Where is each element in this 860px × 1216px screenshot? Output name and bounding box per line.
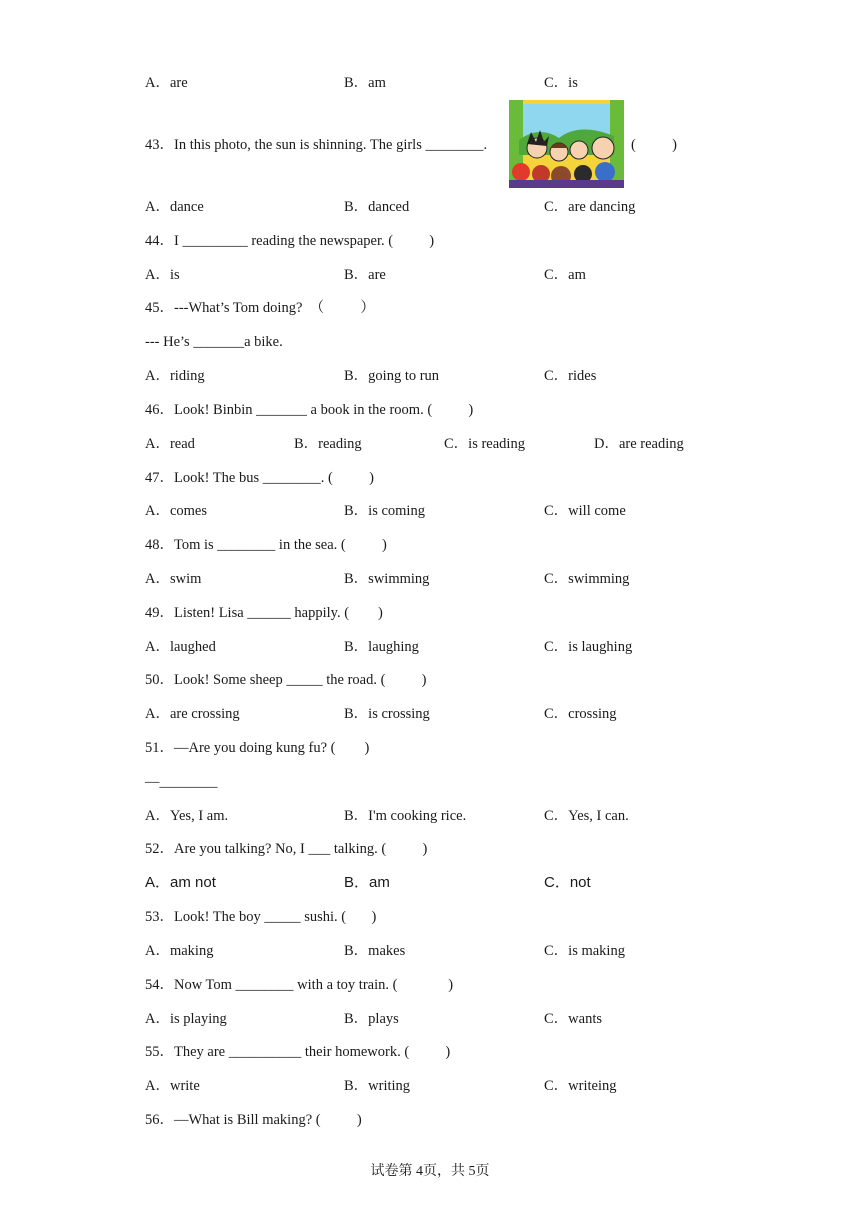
q49-option-b: B．laughing xyxy=(344,639,419,655)
q46-option-a: A．read xyxy=(145,436,195,452)
q45-option-c: C．rides xyxy=(544,368,597,384)
q46-option-c: C．is reading xyxy=(444,436,525,452)
q42-option-b: B．am xyxy=(344,75,386,91)
q49-option-c: C．is laughing xyxy=(544,639,633,655)
q48-option-c: C．swimming xyxy=(544,571,630,587)
q43-stem: 43．In this photo, the sun is shinning. The girls ________. xyxy=(145,137,488,153)
q43-option-a: A．dance xyxy=(145,199,204,215)
q48-option-b: B．swimming xyxy=(344,571,430,587)
q53-stem: 53．Look! The boy _____ sushi. ( ) xyxy=(145,909,377,925)
q45-sub: --- He’s _______a bike. xyxy=(145,334,283,350)
q54-option-c: C．wants xyxy=(544,1011,602,1027)
q44-option-c: C．am xyxy=(544,267,586,283)
q54-option-b: B．plays xyxy=(344,1011,399,1027)
q53-option-a: A．making xyxy=(145,943,214,959)
q44-option-a: A．is xyxy=(145,267,180,283)
q46-option-b: B．reading xyxy=(294,436,362,452)
q53-option-b: B．makes xyxy=(344,943,406,959)
q51-stem: 51．—Are you doing kung fu? ( ) xyxy=(145,740,370,756)
q42-option-a: A．are xyxy=(145,75,188,91)
q53-option-c: C．is making xyxy=(544,943,625,959)
cartoon-children-photo xyxy=(509,100,624,188)
q46-stem: 46．Look! Binbin _______ a book in the room. ( ) xyxy=(145,402,474,418)
q52-stem: 52．Are you talking? No, I ___ talking. ( ) xyxy=(145,841,428,857)
q45-option-b: B．going to run xyxy=(344,368,440,384)
q52-option-b: B．am xyxy=(344,874,390,891)
q47-stem: 47．Look! The bus ________. ( ) xyxy=(145,470,374,486)
q51-option-b: B．I'm cooking rice. xyxy=(344,808,467,824)
q50-option-c: C．crossing xyxy=(544,706,617,722)
q43-option-c: C．are dancing xyxy=(544,199,636,215)
page-footer: 试卷第 4页，共 5页 xyxy=(370,1164,490,1179)
q44-option-b: B．are xyxy=(344,267,386,283)
q51-option-c: C．Yes, I can. xyxy=(544,808,629,824)
q52-option-a: A．am not xyxy=(145,874,216,891)
q55-stem: 55．They are __________ their homework. ( ) xyxy=(145,1044,451,1060)
q47-option-c: C．will come xyxy=(544,503,626,519)
q51-sub: —________ xyxy=(145,774,218,790)
q44-stem: 44．I _________ reading the newspaper. ( ) xyxy=(145,233,435,249)
q43-answer-paren: ( ) xyxy=(631,137,677,153)
q52-option-c: C．not xyxy=(544,874,591,891)
q54-option-a: A．is playing xyxy=(145,1011,227,1027)
q55-option-a: A．write xyxy=(145,1078,200,1094)
q47-option-b: B．is coming xyxy=(344,503,425,519)
q48-option-a: A．swim xyxy=(145,571,202,587)
q50-option-a: A．are crossing xyxy=(145,706,240,722)
q50-stem: 50．Look! Some sheep _____ the road. ( ) xyxy=(145,672,427,688)
q49-stem: 49．Listen! Lisa ______ happily. ( ) xyxy=(145,605,383,621)
q56-stem: 56．—What is Bill making? ( ) xyxy=(145,1112,362,1128)
q47-option-a: A．comes xyxy=(145,503,208,519)
q55-option-b: B．writing xyxy=(344,1078,411,1094)
q48-stem: 48．Tom is ________ in the sea. ( ) xyxy=(145,537,387,553)
q54-stem: 54．Now Tom ________ with a toy train. ( ) xyxy=(145,977,454,993)
q45-stem: 45．---What’s Tom doing? （ ） xyxy=(145,300,375,316)
q55-option-c: C．writeing xyxy=(544,1078,617,1094)
q49-option-a: A．laughed xyxy=(145,639,216,655)
q43-option-b: B．danced xyxy=(344,199,410,215)
q51-option-a: A．Yes, I am. xyxy=(145,808,229,824)
q50-option-b: B．is crossing xyxy=(344,706,430,722)
q42-option-c: C．is xyxy=(544,75,578,91)
q45-option-a: A．riding xyxy=(145,368,205,384)
q46-option-d: D．are reading xyxy=(594,436,684,452)
